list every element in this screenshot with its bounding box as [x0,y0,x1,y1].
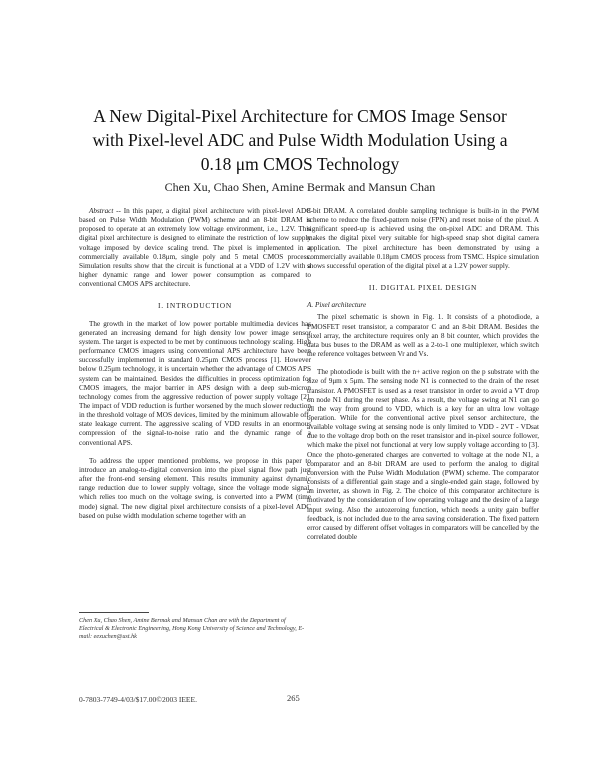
footnote-divider [79,612,149,613]
title-line-3: 0.18 μm CMOS Technology [200,154,400,174]
body-paragraph-continued: 8-bit DRAM. A correlated double sampling technique is built-in in the PWM scheme to reduce the fixed-pattern noise (FPN) and reset noise of the pixel. A significant speed-up is achieved using the on-pixel ADC and DRAM. This makes the digital pixel very suitable for high-speed snap shot digital camera application. The pixel architecture has been demonstrated by using a commercially available 0.18μm CMOS process from TSMC. Hspice simulation shows successful operation of the digital pixel at a 1.2V power supply. [307,207,539,270]
paper-title [60,104,540,176]
subsection-heading-pixel-architecture: A. Pixel architecture [307,301,367,310]
section-heading-digital-pixel-design: II. DIGITAL PIXEL DESIGN [368,283,478,293]
abstract [79,207,311,289]
author-affiliation-footnote: Chen Xu, Chao Shen, Amine Bermak and Mansun Chan are with the Department of Electrical & Electronic Engineering, Hong Kong University of Science and Technology, E-mail: eexuchen@ust.hk [79,617,305,640]
abstract-text: -- In this paper, a digital pixel architecture with pixel-level ADC based on Pulse Width Modulation (PWM) scheme and an 8-bit DRAM is proposed to operate at an extremely low voltage environment, i.e., 1.2V. This digital pixel architecture is designed to eliminate the restriction of low supply voltage imposed by device scaling trend. The pixel is implemented in a commercially available 0.18μm, single poly and 5 metal CMOS process. Simulation results show that the circuit is functional at a VDD of 1.2V with a higher dynamic range and lower power consumption as compared to conventional CMOS APS architecture. [79,207,311,289]
title-line-2: with Pixel-level ADC and Pulse Width Modulation Using a [92,130,508,150]
body-paragraph-2: The photodiode is built with the n+ active region on the p substrate with the size of 9μm x 5μm. The sensing node N1 is connected to the drain of the reset transistor. A PMOSFET is used as a reset transistor in order to avoid a VT drop on node N1 during the reset phase. As a result, the voltage swing at N1 can go all the way from ground to VDD, which is a key for an ultra low voltage operation. While for the conventional active pixel sensor architecture, the available voltage swing at sensing node is only limited to VDD - 2VT - VDsat due to the voltage drop both on the reset transistor and in-pixel source follower, which make the pixel not functional at very low supply voltage according to [3]. Once the photo-generated charges are converted to voltage at the node N1, a comparator and an 8-bit DRAM are used to perform the analog to digital conversion with the Pulse Width Modulation (PWM) scheme. The comparator consists of a differential gain stage and a single-ended gain stage, followed by an inverter, as shown in Fig. 2. The choice of this comparator architecture is motivated by the consideration of low operating voltage and the desire of a large input swing. Also the autozeroing function, which needs a unity gain buffer feedback, is not included due to the area saving consideration. The fixed pattern error caused by different offset voltages in comparators will be cancelled by the correlated double [307,368,539,541]
author-list: Chen Xu, Chao Shen, Amine Bermak and Mansun Chan [164,180,436,194]
intro-paragraph-2: To address the upper mentioned problems, we propose in this paper to introduce an analog-to-digital conversion into the pixel signal flow path just after the front-end sensing element. This results immunity against dynamic range reduction due to lower supply voltage, since the voltage mode signal, which relies too much on the voltage swing, is converted into a PWM (time mode) signal. The new digital pixel architecture consists of a pixel-level ADC based on pulse width modulation scheme together with an [79,456,311,520]
right-column [307,207,539,542]
page-number: 265 [287,693,300,703]
intro-paragraph-1: The growth in the market of low power portable multimedia devices has generated an increasing demand for high density low power image sensor system. The target is expected to be met by continuous technology scaling. High performance CMOS imagers using conventional APS architecture have been successfully implemented in standard 0.25μm CMOS process [1]. However below 0.25μm technology, it is uncertain whether the advantage of CMOS APS system can be maintained. Besides the difficulties in process optimization for CMOS imagers, the major barrier in APS design with a deep sub-micron technology comes from the aggressive reduction of power supply voltage [2]. The impact of VDD reduction is further worsened by the much slower reduction in the threshold voltage of MOS devices, limited by the minimum allowable off-state leakage current. The aggressive scaling of VDD results in an enormous compression of the signal-to-noise ratio and the dynamic range of a conventional APS. [79,319,311,447]
body-paragraph-1: The pixel schematic is shown in Fig. 1. It consists of a photodiode, a PMOSFET reset transistor, a comparator C and an 8-bit DRAM. Besides the pixel array, the architecture requires only an 8 bit counter, which provides the data bus buses to the DRAM as well as a 2-to-1 one multiplexer, which switch the reference voltages between Vr and Vs. [307,313,539,359]
abstract-label: Abstract [89,207,114,215]
section-heading-introduction: I. INTRODUCTION [158,301,232,311]
left-column [79,207,311,521]
title-line-1: A New Digital-Pixel Architecture for CMOS Image Sensor [93,106,507,126]
footer-isbn: 0-7803-7749-4/03/$17.00©2003 IEEE. [79,695,197,704]
